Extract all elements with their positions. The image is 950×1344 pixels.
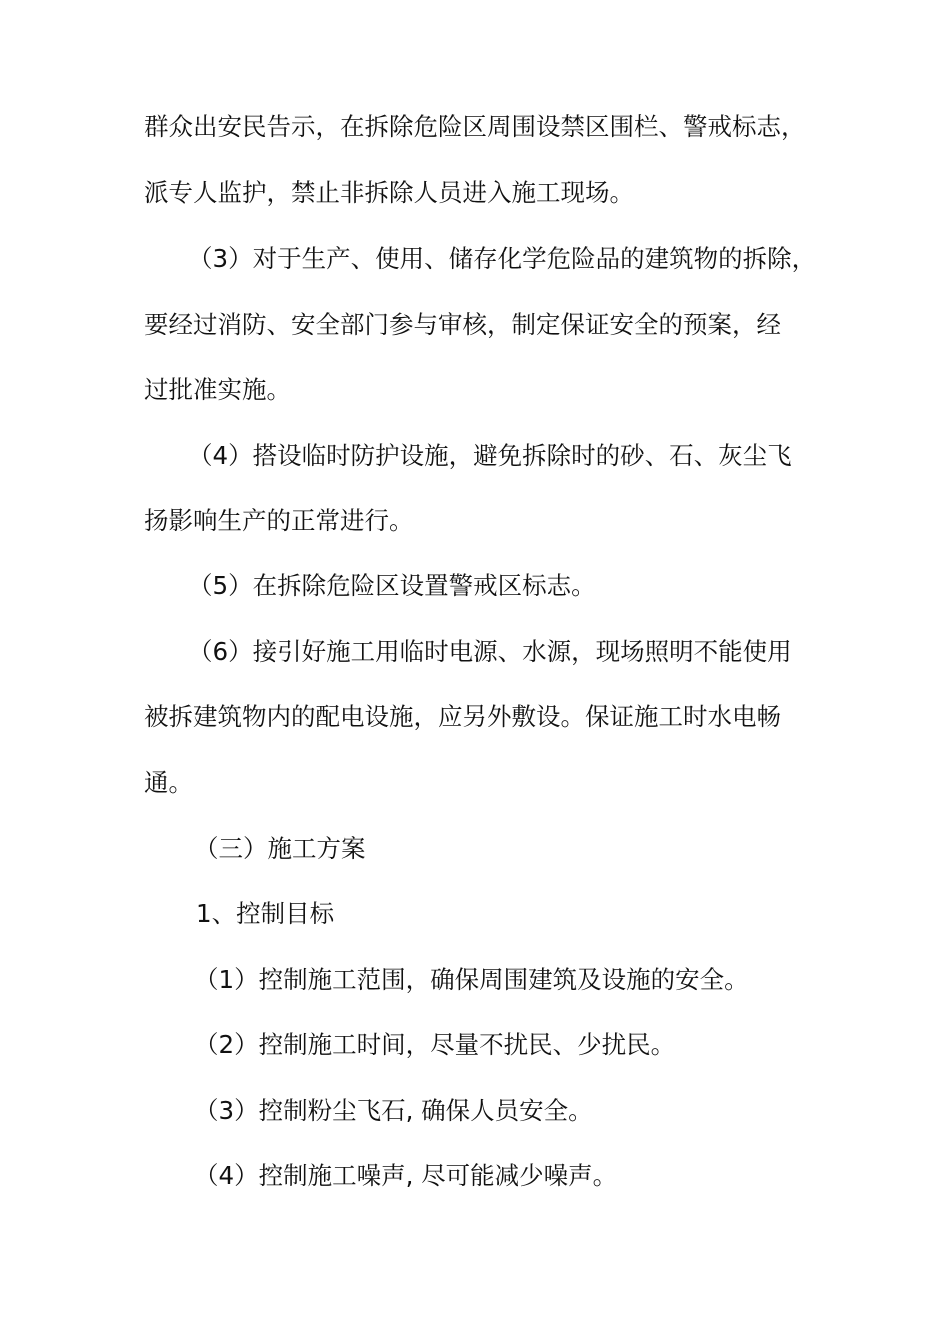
body-text-line: 群众出安民告示，在拆除危险区周围设禁区围栏、警戒标志， (144, 112, 806, 141)
subsection-heading: 1、控制目标 (196, 899, 335, 928)
body-text-line: 派专人监护，禁止非拆除人员进入施工现场。 (144, 178, 634, 207)
body-text-line: 通。 (144, 768, 193, 797)
body-text-line: 扬影响生产的正常进行。 (144, 506, 414, 535)
body-text-line: （5）在拆除危险区设置警戒区标志。 (188, 571, 596, 600)
body-text-line: 要经过消防、安全部门参与审核，制定保证安全的预案，经 (144, 310, 781, 339)
list-item: （2）控制施工时间，尽量不扰民、少扰民。 (194, 1030, 676, 1059)
body-text-line: （3）对于生产、使用、储存化学危险品的建筑物的拆除， (188, 244, 817, 273)
body-text-line: 过批准实施。 (144, 375, 291, 404)
body-text-line: （6）接引好施工用临时电源、水源，现场照明不能使用 (188, 637, 792, 666)
body-text-line: 被拆建筑物内的配电设施，应另外敷设。保证施工时水电畅 (144, 702, 781, 731)
section-heading: （三）施工方案 (194, 834, 366, 863)
list-item: （4）控制施工噪声, 尽可能减少噪声。 (194, 1161, 618, 1190)
list-item: （3）控制粉尘飞石, 确保人员安全。 (194, 1096, 593, 1125)
list-item: （1）控制施工范围，确保周围建筑及设施的安全。 (194, 965, 749, 994)
body-text-line: （4）搭设临时防护设施，避免拆除时的砂、石、灰尘飞 (188, 441, 792, 470)
